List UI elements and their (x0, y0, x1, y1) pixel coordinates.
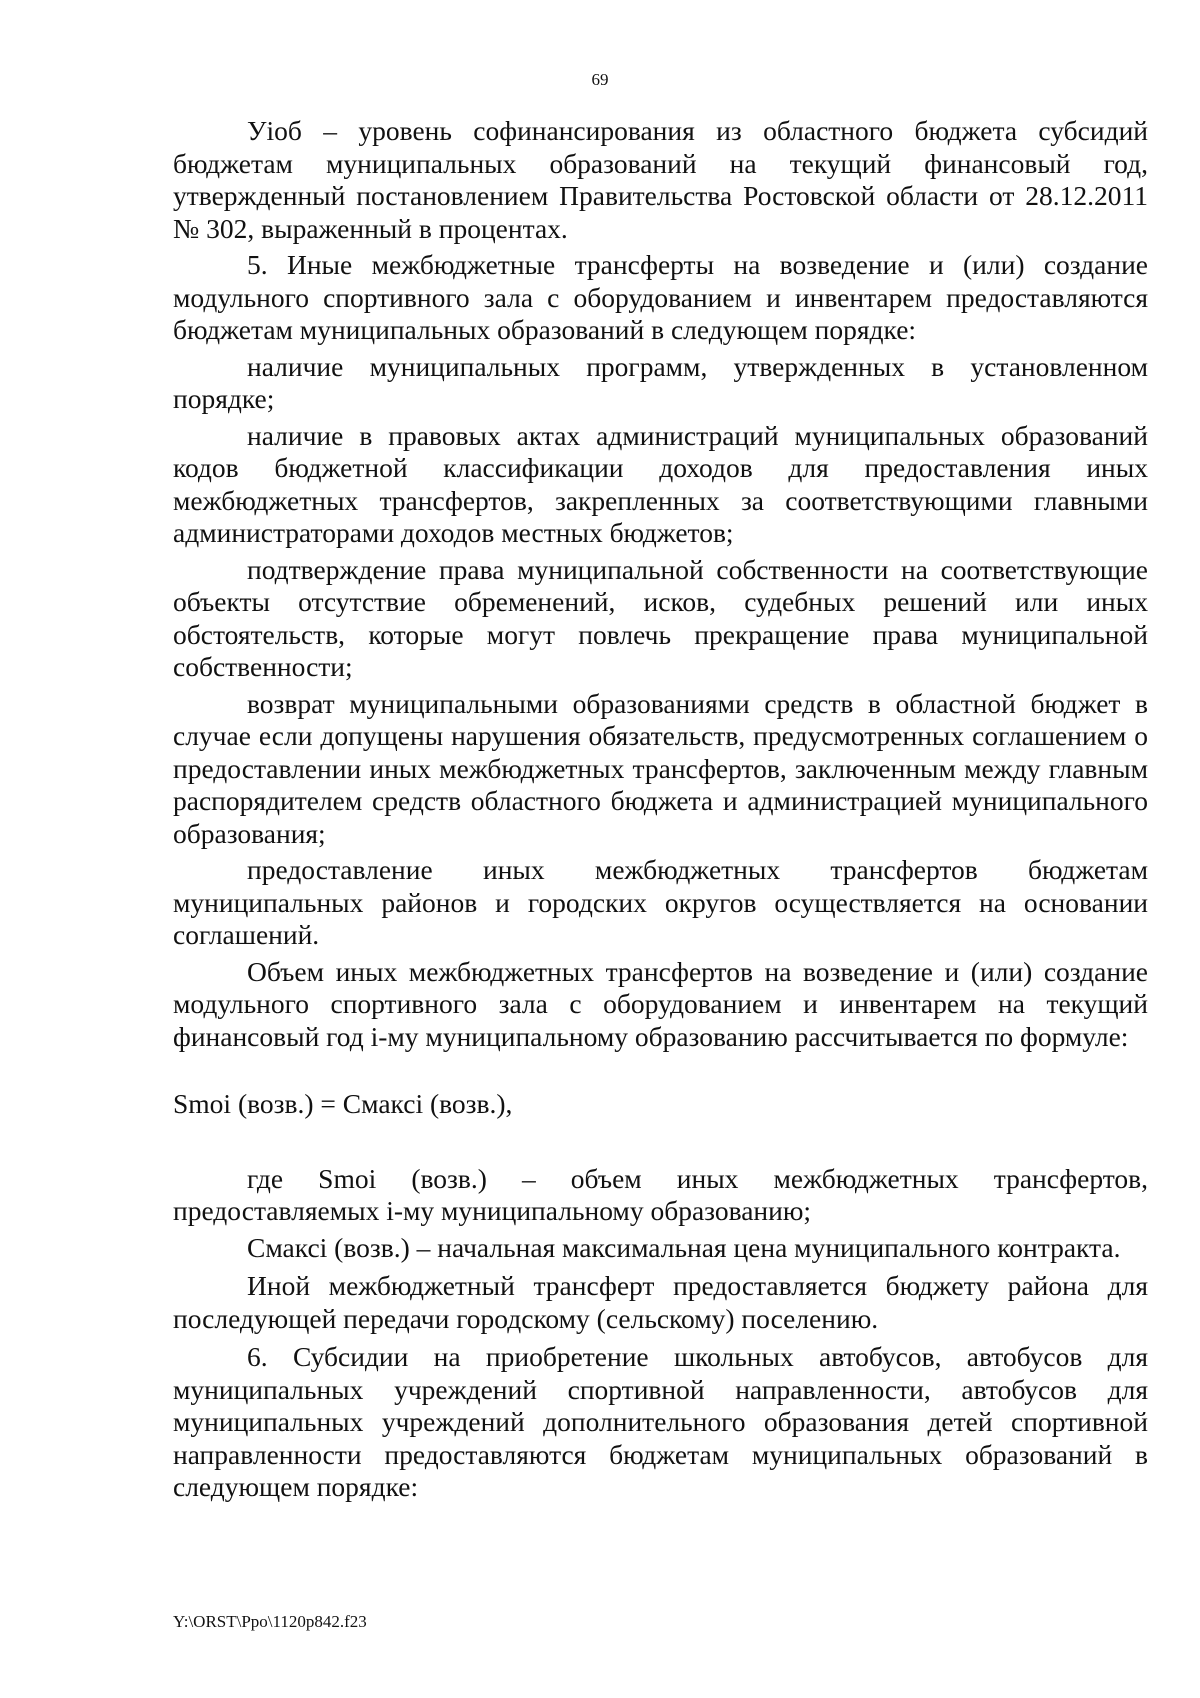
paragraph-cmax-definition: Смаксi (возв.) – начальная максимальная цена муниципального контракта. (247, 1231, 1121, 1263)
paragraph-condition-programs: наличие муниципальных программ, утвержденных в установленном порядке; (173, 350, 1148, 414)
paragraph-smoi-definition: где Smoi (возв.) – объем иных межбюджетных трансфертов, предоставляемых i-му муниципальному образованию; (173, 1162, 1148, 1226)
paragraph-transfer-note: Иной межбюджетный трансферт предоставляется бюджету района для последующей передачи городскому (сельскому) поселению. (173, 1270, 1148, 1334)
formula: Smoi (возв.) = Смаксi (возв.), (173, 1088, 513, 1119)
document-body (173, 115, 1148, 1504)
page-number: 69 (591, 70, 609, 89)
paragraph-condition-ownership: подтверждение права муниципальной собственности на соответствующие объекты отсутствие обременений, исков, судебных решений или иных обстоятельств, которые могут повлечь прекращение права муниципальной собственности; (173, 553, 1148, 682)
footer-file-path: Y:\ORST\Ppo\1120p842.f23 (173, 1612, 367, 1631)
paragraph-condition-codes: наличие в правовых актах администраций муниципальных образований кодов бюджетной классификации доходов для предоставления иных межбюджетных трансфертов, закрепленных за соответствующими главными администраторами доходов местных бюджетов; (173, 419, 1148, 548)
paragraph-section-6: 6. Субсидии на приобретение школьных автобусов, автобусов для муниципальных учреждений спортивной направленности, автобусов для муниципальных учреждений дополнительного образования детей спортивной направленности предоставляются бюджетам муниципальных образований в следующем порядке: (173, 1341, 1148, 1502)
paragraph-condition-return: возврат муниципальными образованиями средств в областной бюджет в случае если допущены нарушения обязательств, предусмотренных соглашением о предоставлении иных межбюджетных трансфертов, заключенным между главным распорядителем средств областного бюджета и администрацией муниципального образования; (173, 687, 1148, 849)
paragraph-volume-intro: Объем иных межбюджетных трансфертов на возведение и (или) создание модульного спортивного зала с оборудованием и инвентарем на текущий финансовый год i-му муниципальному образованию рассчитывается по формуле: (173, 955, 1148, 1052)
paragraph-condition-agreements: предоставление иных межбюджетных трансфертов бюджетам муниципальных районов и городских округов осуществляется на основании соглашений. (173, 854, 1148, 950)
paragraph-uiob-definition: Уiоб – уровень софинансирования из областного бюджета субсидий бюджетам муниципальных образований на текущий финансовый год, утвержденный постановлением Правительства Ростовской области от 28.12.2011 № 302, выраженный в процентах. (173, 115, 1148, 244)
paragraph-section-5: 5. Иные межбюджетные трансферты на возведение и (или) создание модульного спортивного зала с оборудованием и инвентарем предоставляются бюджетам муниципальных образований в следующем порядке: (173, 249, 1148, 345)
